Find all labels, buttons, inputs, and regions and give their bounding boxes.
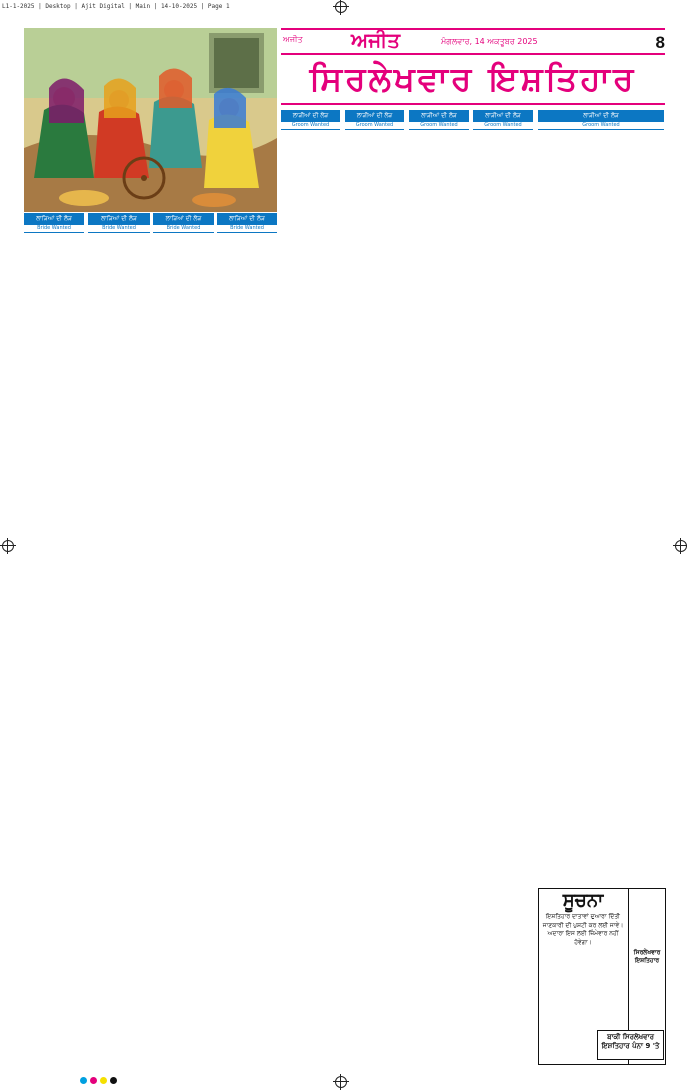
column-9 [538,110,664,885]
column-heading: ਲਾੜਿਆਂ ਦੀ ਲੋੜ [217,213,277,225]
notice-body: ਇਸ਼ਤਿਹਾਰ ਦਾਤਾਵਾਂ ਦੁਆਰਾ ਦਿੱਤੀ ਜਾਣਕਾਰੀ ਦੀ ਪੁਸ਼ਟੀ ਕਰ ਲਈ ਜਾਵੇ। ਅਦਾਰਾ ਇਸ ਲਈ ਜ਼ਿੰਮੇਵਾਰ ਨਹੀਂ ਹੋਵੇਗਾ। [542,913,624,946]
page-title: ਸਿਰਲੇਖਵਾਰ ਇਸ਼ਤਿਹਾਰ [281,53,665,105]
registration-mark-icon [675,540,687,552]
column-8 [473,110,533,1068]
black-swatch-icon [110,1077,117,1084]
column-3 [153,213,214,1068]
column-2 [88,213,150,1068]
notice-footer: ਸਿਰਲੇਖਵਾਰ ਇਸ਼ਤਿਹਾਰ [633,949,661,964]
newspaper-logo: ਅਜੀਤ [351,28,401,52]
print-slug: L1-1-2025 | Desktop | Ajit Digital | Main | 14-10-2025 | Page 1 [2,3,230,10]
header-top-rule [281,28,665,52]
column-heading: ਲਾੜਿਆਂ ਦੀ ਲੋੜ [153,213,214,225]
illustration-women-spinning [24,28,277,212]
page-number: 8 [655,33,665,52]
column-7 [409,110,469,1068]
column-5 [281,110,340,1068]
column-1 [24,213,84,1068]
yellow-swatch-icon [100,1077,107,1084]
column-subheading: Bride Wanted [153,225,214,233]
column-heading: ਲਾੜੀਆਂ ਦੀ ਲੋੜ [281,110,340,122]
column-subheading: Groom Wanted [538,122,664,130]
cyan-swatch-icon [80,1077,87,1084]
header-small-logo: ਅਜੀਤ [283,35,303,44]
column-4 [217,213,277,1068]
continued-on-page-band: ਬਾਕੀ ਸਿਰਲੇਖਵਾਰ ਇਸ਼ਤਿਹਾਰ ਪੰਨਾ 9 'ਤੇ [597,1030,664,1060]
column-heading: ਲਾੜੀਆਂ ਦੀ ਲੋੜ [345,110,404,122]
column-subheading: Groom Wanted [281,122,340,130]
column-heading: ਲਾੜੀਆਂ ਦੀ ਲੋੜ [538,110,664,122]
registration-mark-icon [2,540,14,552]
registration-mark-icon [335,1,347,13]
column-subheading: Bride Wanted [88,225,150,233]
color-bar [0,1073,687,1089]
column-subheading: Bride Wanted [217,225,277,233]
column-heading: ਲਾੜੀਆਂ ਦੀ ਲੋੜ [473,110,533,122]
column-subheading: Groom Wanted [473,122,533,130]
column-heading: ਲਾੜਿਆਂ ਦੀ ਲੋੜ [24,213,84,225]
column-subheading: Bride Wanted [24,225,84,233]
column-subheading: Groom Wanted [409,122,469,130]
column-heading: ਲਾੜੀਆਂ ਦੀ ਲੋੜ [409,110,469,122]
notice-title: ਸੂਚਨਾ [562,890,604,911]
issue-date: ਮੰਗਲਵਾਰ, 14 ਅਕਤੂਬਰ 2025 [441,37,538,46]
column-6 [345,110,404,1068]
page-header [281,28,665,108]
column-subheading: Groom Wanted [345,122,404,130]
magenta-swatch-icon [90,1077,97,1084]
painting-graphic [24,28,277,212]
column-heading: ਲਾੜਿਆਂ ਦੀ ਲੋੜ [88,213,150,225]
